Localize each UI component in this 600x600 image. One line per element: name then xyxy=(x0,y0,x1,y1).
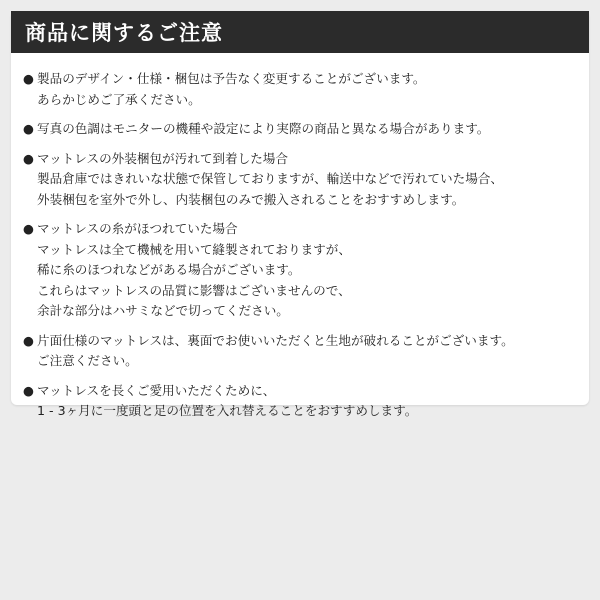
bullet-icon: ● xyxy=(23,332,34,348)
note-heading: 片面仕様のマットレスは、裏面でお使いいただくと生地が破れることがございます。 xyxy=(37,332,514,348)
note-heading: 製品のデザイン・仕様・梱包は予告なく変更することがございます。 xyxy=(37,71,426,86)
notice-title: 商品に関するご注意 xyxy=(25,21,223,45)
bullet-icon: ● xyxy=(23,121,34,136)
notice-card xyxy=(11,11,589,418)
bullet-icon: ● xyxy=(23,221,34,236)
note-heading: マットレスの外装梱包が汚れて到着した場合 xyxy=(37,150,288,166)
note-line: これらはマットレスの品質に影響はございませんので、 xyxy=(37,282,351,298)
note-single-sided xyxy=(23,331,589,372)
note-line: 外装梱包を室外で外し、内装梱包のみで搬入されることをおすすめします。 xyxy=(37,191,465,207)
note-heading: マットレスの糸がほつれていた場合 xyxy=(37,221,238,236)
notice-header xyxy=(11,11,589,53)
note-photo-color xyxy=(23,119,589,140)
note-heading: 写真の色調はモニターの機種や設定により実際の商品と異なる場合があります。 xyxy=(37,121,490,136)
bullet-icon: ● xyxy=(23,71,34,86)
bullet-icon: ● xyxy=(23,382,34,398)
note-heading: マットレスを長くご愛用いただくために、 xyxy=(37,382,276,398)
note-line: 製品倉庫ではきれいな状態で保管しておりますが、輸送中などで汚れていた場合、 xyxy=(37,171,503,186)
note-design-change xyxy=(23,69,589,110)
note-loose-thread xyxy=(23,219,589,322)
note-line: ご注意ください。 xyxy=(37,353,138,368)
note-line: 稀に糸のほつれなどがある場合がございます。 xyxy=(37,262,301,277)
note-line: あらかじめご了承ください。 xyxy=(37,91,201,107)
note-line: マットレスは全て機械を用いて縫製されておりますが、 xyxy=(37,241,351,257)
note-line: 余計な部分はハサミなどで切ってください。 xyxy=(37,303,289,318)
note-dirty-packaging xyxy=(23,149,589,211)
bullet-icon: ● xyxy=(23,150,34,166)
note-line: 1 - 3ヶ月に一度頭と足の位置を入れ替えることをおすすめします。 xyxy=(37,403,418,418)
notice-list xyxy=(11,53,589,422)
note-rotation-care xyxy=(23,381,589,422)
